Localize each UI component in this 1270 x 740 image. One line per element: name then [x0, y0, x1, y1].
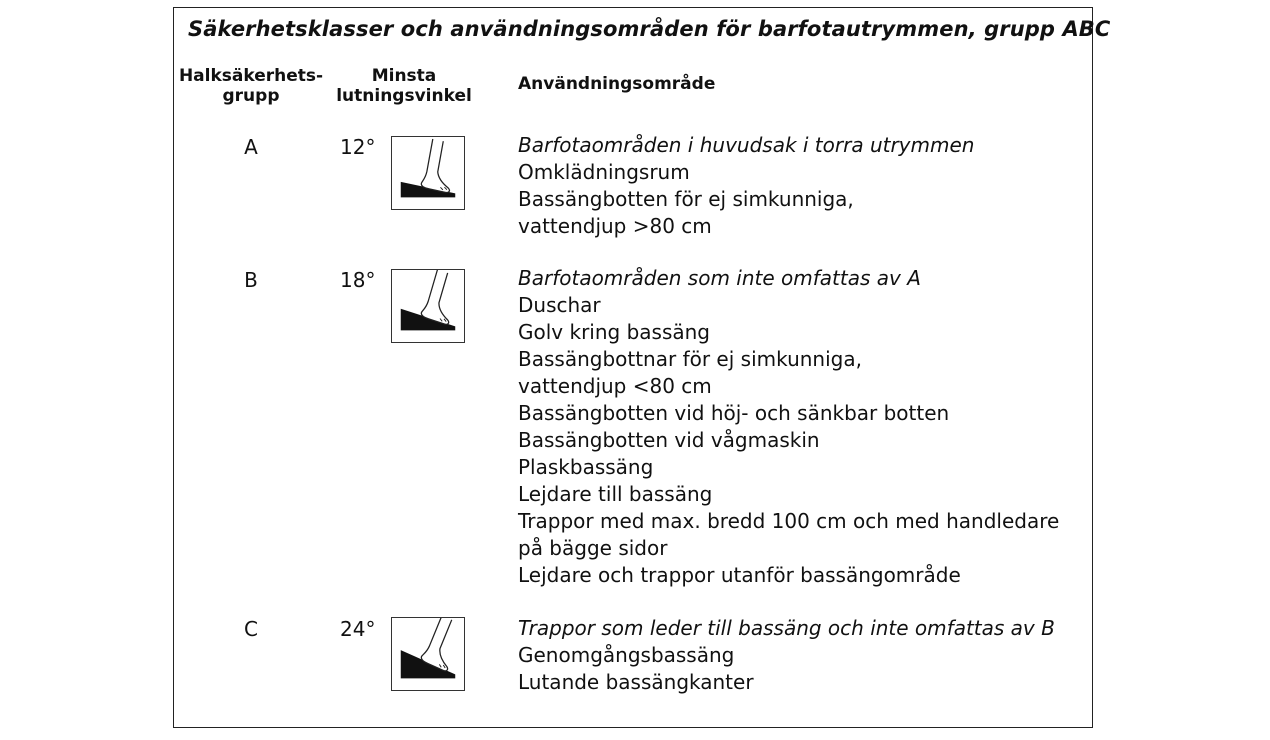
list-item: vattendjup <80 cm — [518, 374, 712, 398]
row-b-angle: 18° — [340, 268, 376, 292]
list-item: Bassängbotten för ej simkunniga, — [518, 187, 854, 211]
row-a-angle: 12° — [340, 135, 376, 159]
foot-on-slope-icon — [391, 136, 465, 210]
row-b-group: B — [244, 268, 258, 292]
list-item: Bassängbottnar för ej simkunniga, — [518, 347, 862, 371]
list-item: vattendjup >80 cm — [518, 214, 712, 238]
list-item: Plaskbassäng — [518, 455, 654, 479]
row-c-usage-heading: Trappor som leder till bassäng och inte omfattas av B — [518, 616, 1055, 640]
list-item: Omklädningsrum — [518, 160, 690, 184]
list-item: Bassängbotten vid höj- och sänkbar botten — [518, 401, 950, 425]
foot-on-slope-icon — [391, 269, 465, 343]
foot-on-slope-icon — [391, 617, 465, 691]
list-item: Trappor med max. bredd 100 cm och med handledare — [518, 509, 1060, 533]
row-b-usage-list — [518, 265, 1059, 589]
page-title: Säkerhetsklasser och användningsområden för barfotautrymmen, grupp ABC — [188, 17, 1111, 41]
column-header-angle-line1: Minsta — [371, 66, 437, 86]
list-item: Duschar — [518, 293, 601, 317]
list-item: Bassängbotten vid vågmaskin — [518, 428, 820, 452]
list-item: Lejdare och trappor utanför bassängområde — [518, 563, 961, 587]
row-b-usage-heading: Barfotaområden som inte omfattas av A — [518, 266, 921, 290]
foot-outline — [420, 270, 463, 325]
column-header-angle — [326, 66, 482, 106]
list-item: på bägge sidor — [518, 536, 668, 560]
list-item: Genomgångsbassäng — [518, 643, 735, 667]
column-header-group — [176, 66, 326, 106]
row-a-group: A — [244, 135, 258, 159]
row-c-group: C — [244, 617, 258, 641]
row-c-usage-list — [518, 615, 1055, 696]
foot-outline — [421, 139, 460, 194]
foot-on-slope-drawing — [392, 270, 464, 342]
row-a-usage-heading: Barfotaområden i huvudsak i torra utrymmen — [518, 133, 975, 157]
foot-on-slope-drawing — [392, 618, 464, 690]
column-header-group-line1: Halksäkerhets- — [178, 66, 324, 86]
row-a-usage-list — [518, 132, 974, 240]
list-item: Lejdare till bassäng — [518, 482, 713, 506]
row-c-angle: 24° — [340, 617, 376, 641]
column-header-usage: Användningsområde — [518, 74, 716, 94]
foot-on-slope-drawing — [392, 137, 464, 209]
list-item: Golv kring bassäng — [518, 320, 710, 344]
list-item: Lutande bassängkanter — [518, 670, 754, 694]
column-header-angle-line2: lutningsvinkel — [336, 86, 472, 106]
column-header-group-line2: grupp — [222, 86, 280, 106]
